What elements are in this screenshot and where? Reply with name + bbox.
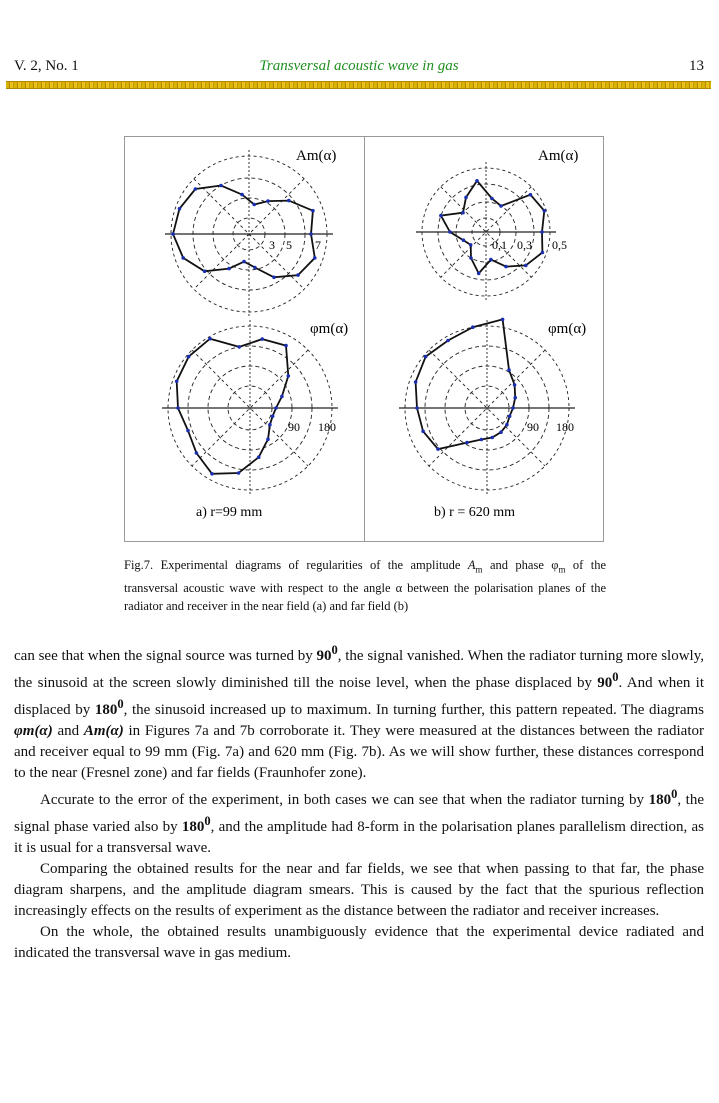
b-phase-data-point — [507, 368, 511, 372]
p1-text-d: , the sinusoid increased up to maximum. In turning further, this pattern repeated. The diagrams — [123, 702, 704, 718]
a-amp-data-point — [194, 187, 198, 191]
degree-sup: 0 — [204, 814, 211, 828]
b-amp-data-point — [490, 197, 494, 201]
b-phase-data-point — [505, 423, 509, 427]
b-amp-data-point — [524, 264, 528, 268]
a-phase-data-point — [186, 429, 190, 433]
paragraph-4: On the whole, the obtained results unambiguously evidence that the experimental device radiated and indicated the transversal wave in gas medium. — [14, 924, 704, 961]
article-running-title: Transversal acoustic wave in gas — [259, 58, 459, 74]
b-phase-data-point — [436, 447, 440, 451]
a-phase-data-point — [280, 395, 284, 399]
a-amp-data-point — [240, 193, 244, 197]
b-phase-data-point — [415, 406, 419, 410]
b-phase-data-point — [480, 438, 484, 442]
tick-a-amp-5: 5 — [286, 238, 292, 252]
b-amp-data-point — [439, 214, 443, 218]
b-phase-data-point — [446, 339, 450, 343]
decorative-header-rule — [6, 81, 711, 89]
degree-sup: 0 — [671, 787, 678, 801]
a-amp-data-point — [252, 203, 256, 207]
a-amp-data-point — [272, 276, 276, 280]
p1-text-b: , the signal vanished. When the radiator turning more slowly, the sinusoid at the screen slowly diminished till the noise level, when the phase displaced by — [14, 648, 704, 691]
a-amp-data-point — [219, 184, 223, 188]
caption-text-3: of the transversal acoustic wave with respect to the angle α between the polarisation planes of the radiator and receiver in the near field (a) and far field (b) — [124, 558, 607, 613]
b-phase-data-point — [490, 436, 494, 440]
b-amp-data-point — [469, 256, 473, 260]
a-amp-data-point — [253, 266, 257, 270]
b-phase-data-point — [465, 441, 469, 445]
a-amp-data-point — [242, 260, 246, 264]
a-phase-data-point — [210, 472, 214, 476]
b-phase-data-point — [424, 355, 428, 359]
a-phase-data-point — [175, 380, 179, 384]
b-amp-data-point — [464, 196, 468, 200]
b-amp-data-point — [448, 230, 452, 234]
article-body — [14, 640, 704, 964]
b-amp-data-point — [475, 179, 479, 183]
p1-text-c: . And when it displaced by — [14, 675, 704, 718]
panel-b-phase-label: φm(α) — [548, 321, 587, 337]
a-amp-data-point — [227, 267, 231, 271]
b-phase-data-point — [513, 396, 517, 400]
caption-text-2: and phase — [482, 558, 552, 572]
paragraph-2 — [14, 784, 704, 859]
b-amp-data-point — [462, 238, 466, 242]
b-amp-data-point — [499, 204, 503, 208]
b-phase-curve — [416, 319, 516, 449]
panel-a-phase-label: φm(α) — [310, 321, 349, 337]
math-phi-m: φm(α) — [14, 723, 53, 739]
panel-a-amplitude-label: Am(α) — [296, 148, 337, 164]
b-phase-data-point — [414, 380, 418, 384]
caption-text-1: Fig.7. Experimental diagrams of regularities of the amplitude — [124, 558, 468, 572]
a-amp-data-point — [266, 199, 270, 203]
a-phase-data-point — [268, 423, 272, 427]
a-amp-curve — [173, 186, 315, 278]
b-phase-data-point — [499, 430, 503, 434]
deg-value: 90 — [597, 675, 613, 691]
paragraph-3: Comparing the obtained results for the near and far fields, we see that when passing to that far, the phase diagram sharpens, and the amplitude diagram smears. This is caused by the fact that the spurious reflection increasingly effects on the results of experiment as the distance between the radiator and receiver increases. — [14, 861, 704, 919]
b-amp-data-point — [461, 211, 465, 215]
deg-value: 180 — [181, 819, 205, 835]
b-amp-data-point — [529, 193, 533, 197]
a-phase-data-point — [274, 406, 278, 410]
a-phase-data-point — [260, 337, 264, 341]
tick-b-amp-0-1: 0,1 — [492, 238, 507, 252]
b-phase-data-point — [471, 325, 475, 329]
degree-90-b — [597, 670, 619, 691]
a-amp-data-point — [311, 209, 315, 213]
b-phase-data-point — [421, 430, 425, 434]
a-amp-data-point — [309, 232, 313, 236]
p2-text-b: , the signal phase varied also by — [14, 792, 704, 835]
a-phase-data-point — [195, 451, 199, 455]
b-amp-data-point — [540, 230, 544, 234]
subcaption-b: b) r = 620 mm — [434, 505, 515, 520]
caption-symbol-a: A — [467, 558, 476, 572]
degree-180-c — [181, 814, 211, 835]
b-amp-data-point — [489, 258, 493, 262]
a-amp-data-point — [203, 270, 207, 274]
p1-text-a: can see that when the signal source was turned by — [14, 648, 317, 664]
b-phase-data-point — [513, 383, 517, 387]
caption-symbol-phi: φ — [551, 558, 559, 572]
b-amp-data-point — [504, 265, 508, 269]
degree-sup: 0 — [117, 697, 124, 711]
journal-volume: V. 2, No. 1 — [14, 58, 79, 74]
degree-90-a — [316, 643, 338, 664]
degree-sup: 0 — [331, 643, 338, 657]
a-phase-data-point — [176, 406, 180, 410]
figure-caption — [124, 556, 606, 615]
a-amp-data-point — [171, 232, 175, 236]
subcaption-a: a) r=99 mm — [196, 505, 263, 520]
page-number: 13 — [689, 58, 704, 74]
a-phase-data-point — [237, 345, 241, 349]
tick-b-amp-0-5: 0,5 — [552, 238, 567, 252]
tick-a-phase-90: 90 — [288, 420, 300, 434]
math-a-m: Am(α) — [83, 723, 124, 739]
running-header — [14, 58, 704, 80]
a-amp-data-point — [178, 207, 182, 211]
degree-180-a — [94, 697, 124, 718]
a-amp-data-point — [287, 199, 291, 203]
caption-subscript-m-2: m — [558, 564, 566, 575]
b-amp-data-point — [477, 272, 481, 276]
p2-text-c: , and the amplitude had 8-form in the polarisation planes parallelism direction, as it is usual for a transversal wave. — [14, 819, 704, 856]
degree-180-b — [648, 787, 678, 808]
deg-value: 90 — [316, 648, 332, 664]
a-phase-data-point — [237, 471, 241, 475]
p1-text-f: in Figures 7a and 7b corroborate it. They were measured at the distances between the radiator and receiver equal to 99 mm (Fig. 7a) and 620 mm (Fig. 7b). As we will show further, these distances correspond to the near (Fresnel zone) and far fields (Fraunhofer zone). — [14, 723, 704, 781]
tick-b-amp-0-3: 0,3 — [517, 238, 532, 252]
tick-b-phase-180: 180 — [556, 420, 574, 434]
a-phase-data-point — [266, 437, 270, 441]
a-phase-data-point — [287, 374, 291, 378]
tick-b-phase-90: 90 — [527, 420, 539, 434]
b-amp-data-point — [469, 243, 473, 247]
a-amp-data-point — [181, 256, 185, 260]
caption-subscript-m: m — [475, 564, 483, 575]
degree-sup: 0 — [612, 670, 619, 684]
tick-a-amp-7: 7 — [315, 238, 321, 252]
a-phase-data-point — [271, 414, 275, 418]
a-phase-data-point — [284, 344, 288, 348]
figure-7-polar-diagrams — [124, 136, 604, 542]
paragraph-1 — [14, 640, 704, 784]
tick-a-phase-180: 180 — [318, 420, 336, 434]
p2-text-a: Accurate to the error of the experiment, in both cases we can see that when the radiator turning by — [40, 792, 649, 808]
a-phase-data-point — [187, 355, 191, 359]
b-amp-data-point — [543, 209, 547, 213]
b-amp-data-point — [541, 251, 545, 255]
b-phase-data-point — [501, 318, 505, 322]
a-amp-data-point — [313, 256, 317, 260]
a-phase-data-point — [257, 455, 261, 459]
a-amp-data-point — [296, 273, 300, 277]
b-phase-data-point — [511, 406, 515, 410]
deg-value: 180 — [94, 702, 118, 718]
a-phase-data-point — [208, 337, 212, 341]
p1-text-e: and — [52, 723, 84, 739]
b-phase-data-point — [508, 414, 512, 418]
tick-a-amp-3: 3 — [269, 238, 275, 252]
deg-value: 180 — [648, 792, 672, 808]
panel-b-amplitude-label: Am(α) — [538, 148, 579, 164]
